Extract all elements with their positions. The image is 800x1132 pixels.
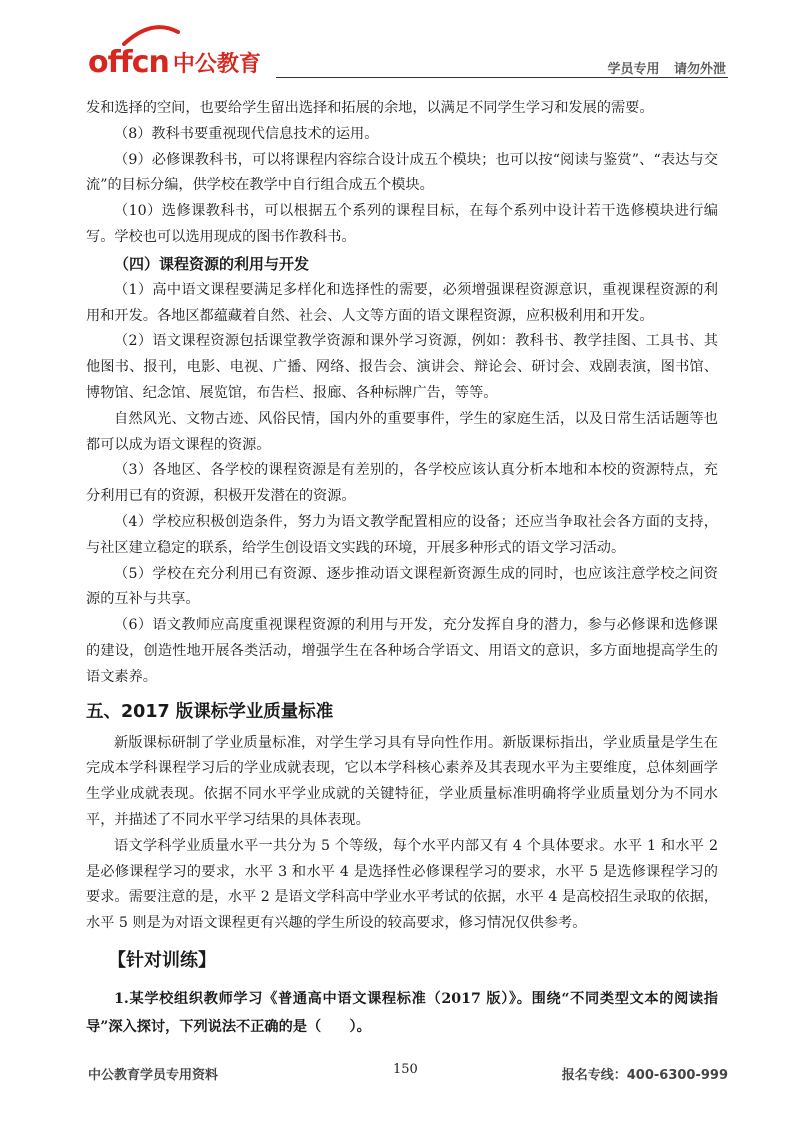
paragraph: 自然风光、文物古迹、风俗民情，国内外的重要事件，学生的家庭生活，以及日常生活话题等也都可以成为语文课程的资源。 (86, 410, 718, 453)
paragraph: 发和选择的空间，也要给学生留出选择和拓展的余地，以满足不同学生学习和发展的需要。 (86, 100, 654, 116)
paragraph: （5）学校在充分利用已有资源、逐步推动语文课程新资源生成的同时，也应该注意学校之间资源的互补与共享。 (86, 565, 718, 608)
page-footer (88, 1064, 728, 1088)
paragraph: （10）选修课教科书，可以根据五个系列的课程目标，在每个系列中设计若干选修模块进行编写。学校也可以选用现成的图书作教科书。 (86, 203, 718, 245)
logo-arc-icon (122, 24, 180, 46)
paragraph: （4）学校应积极创造条件，努力为语文教学配置相应的设备；还应当争取社会各方面的支持，与社区建立稳定的联系，给学生创设语文实践的环境，开展多种形式的语文学习活动。 (86, 513, 718, 556)
subsection-heading: （四）课程资源的利用与开发 (114, 254, 310, 273)
page-header (88, 38, 728, 80)
logo-wordmark: offcn (88, 45, 169, 80)
page-content (86, 96, 718, 1041)
paragraph: （9）必修课教科书，可以将课程内容综合设计成五个模块；也可以按“阅读与鉴赏”、“表达与交流”的目标分编，供学校在教学中自行组合成五个模块。 (86, 151, 718, 194)
offcn-logo (88, 38, 261, 78)
paragraph: （8）教科书要重视现代信息技术的运用。 (114, 125, 379, 142)
training-heading: 【针对训练】 (108, 949, 216, 971)
question: 1.某学校组织教师学习《普通高中语文课程标准（2017 版）》。围绕“不同类型文本的阅读指导”深入探讨，下列说法不正确的是（ ）。 (86, 990, 718, 1035)
footer-hotline: 报名专线：400-6300-999 (561, 1068, 728, 1083)
page-number: 150 (393, 1062, 418, 1077)
paragraph: （6）语文教师应高度重视课程资源的利用与开发，充分发挥自身的潜力，参与必修课和选修课的建设，创造性地开展各类活动，增强学生在各种场合学语文、用语文的意识，多方面地提高学生的语文素养。 (86, 617, 718, 685)
paragraph: 新版课标研制了学业质量标准，对学生学习具有导向性作用。新版课标指出，学业质量是学生在完成本学科课程学习后的学业成就表现，它以本学科核心素养及其表现水平为主要维度，总体刻画学生学业成就表现。依据不同水平学业成就的关键特征，学业质量标准明确将学业质量划分为不同水平，并描述了不同水平学习结果的具体表现。 (86, 734, 718, 828)
logo-chinese-name: 中公教育 (172, 52, 261, 77)
paragraph: 语文学科学业质量水平一共分为 5 个等级，每个水平内部又有 4 个具体要求。水平 1 和水平 2 是必修课程学习的要求，水平 3 和水平 4 是选择性必修课程学习的要求，水平 5 是选修课程学习的要求。需要注意的是，水平 2 是语文学科高中学业水平考试的依据，水平 4 是高校招生录取的依据，水平 5 则是为对语文课程更有兴趣的学生所设的较高要求，修习情况仅供参考。 (86, 837, 718, 932)
paragraph: （2）语文课程资源包括课堂教学资源和课外学习资源，例如：教科书、教学挂图、工具书、其他图书、报刊，电影、电视、广播、网络、报告会、演讲会、辩论会、研讨会、戏剧表演，图书馆、博物馆、纪念馆、展览馆，布告栏、报廊、各种标牌广告，等等。 (86, 333, 718, 401)
paragraph: （1）高中语文课程要满足多样化和选择性的需要，必须增强课程资源意识，重视课程资源的利用和开发。各地区都蕴藏着自然、社会、人文等方面的语文课程资源，应积极利用和开发。 (86, 281, 718, 324)
paragraph: （3）各地区、各学校的课程资源是有差别的，各学校应该认真分析本地和本校的资源特点，充分利用已有的资源，积极开发潜在的资源。 (86, 462, 718, 505)
footer-source: 中公教育学员专用资料 (88, 1068, 219, 1083)
section-heading: 五、2017 版课标学业质量标准 (86, 701, 334, 722)
header-divider (276, 77, 728, 78)
header-confidential-note: 学员专用 请勿外泄 (607, 62, 726, 77)
